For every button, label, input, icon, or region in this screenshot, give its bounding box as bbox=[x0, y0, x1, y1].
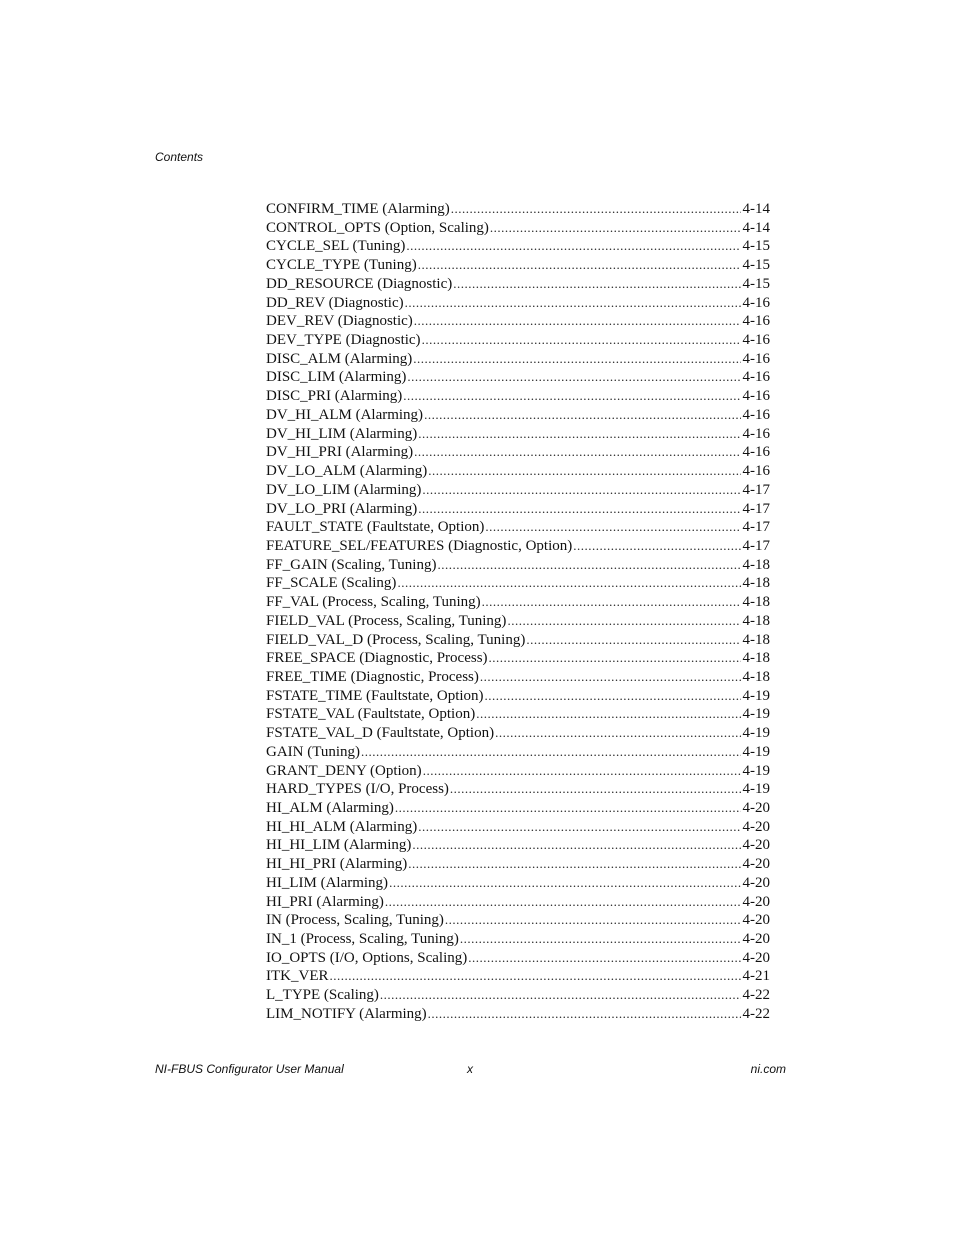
toc-dot-leader bbox=[495, 724, 740, 743]
toc-entry-title: FAULT_STATE (Faultstate, Option) bbox=[266, 519, 485, 536]
toc-entry-page: 4-15 bbox=[742, 257, 770, 274]
toc-entry-page: 4-22 bbox=[742, 987, 770, 1004]
toc-entry bbox=[266, 537, 770, 556]
toc-entry-page: 4-16 bbox=[742, 350, 770, 367]
toc-entry bbox=[266, 462, 770, 481]
toc-entry-title: GRANT_DENY (Option) bbox=[266, 762, 422, 779]
toc-dot-leader bbox=[361, 743, 740, 762]
toc-entry bbox=[266, 350, 770, 369]
toc-entry-title: FF_SCALE (Scaling) bbox=[266, 575, 397, 592]
toc-entry-page: 4-18 bbox=[742, 556, 770, 573]
toc-dot-leader bbox=[407, 368, 740, 387]
toc-dot-leader bbox=[450, 780, 741, 799]
toc-entry-page: 4-14 bbox=[742, 201, 770, 217]
toc-dot-leader bbox=[389, 874, 740, 893]
toc-entry-title: FIELD_VAL (Process, Scaling, Tuning) bbox=[266, 612, 507, 629]
toc-dot-leader bbox=[414, 312, 741, 331]
toc-dot-leader bbox=[418, 500, 740, 519]
toc-entry-title: FEATURE_SEL/FEATURES (Diagnostic, Option) bbox=[266, 537, 573, 554]
toc-entry-title: DISC_ALM (Alarming) bbox=[266, 350, 413, 367]
toc-entry bbox=[266, 200, 770, 219]
toc-entry-title: FSTATE_VAL_D (Faultstate, Option) bbox=[266, 725, 495, 742]
toc-entry bbox=[266, 556, 770, 575]
toc-entry-page: 4-16 bbox=[742, 294, 770, 311]
toc-entry bbox=[266, 574, 770, 593]
toc-entry bbox=[266, 967, 770, 986]
toc-entry-page: 4-20 bbox=[742, 912, 770, 929]
toc-entry-page: 4-16 bbox=[742, 369, 770, 386]
toc-entry-title: HI_HI_ALM (Alarming) bbox=[266, 818, 418, 835]
toc-entry bbox=[266, 743, 770, 762]
toc-entry bbox=[266, 237, 770, 256]
toc-entry-title: DV_LO_LIM (Alarming) bbox=[266, 481, 422, 498]
toc-dot-leader bbox=[422, 331, 741, 350]
toc-dot-leader bbox=[423, 762, 741, 781]
toc-dot-leader bbox=[408, 855, 740, 874]
toc-entry-page: 4-15 bbox=[742, 238, 770, 255]
toc-entry-title: DISC_PRI (Alarming) bbox=[266, 388, 403, 405]
toc-entry-page: 4-16 bbox=[742, 406, 770, 423]
toc-entry-title: HI_HI_PRI (Alarming) bbox=[266, 856, 408, 873]
toc-entry-title: DISC_LIM (Alarming) bbox=[266, 369, 407, 386]
toc-entry bbox=[266, 593, 770, 612]
toc-entry-page: 4-18 bbox=[742, 594, 770, 611]
toc-entry bbox=[266, 219, 770, 238]
toc-entry bbox=[266, 612, 770, 631]
toc-entry-page: 4-18 bbox=[742, 575, 770, 592]
toc-entry-page: 4-19 bbox=[742, 743, 770, 760]
toc-dot-leader bbox=[451, 200, 741, 219]
toc-entry bbox=[266, 649, 770, 668]
toc-entry bbox=[266, 818, 770, 837]
toc-entry-page: 4-19 bbox=[742, 781, 770, 798]
toc-dot-leader bbox=[385, 893, 741, 912]
toc-entry-title: LIM_NOTIFY (Alarming) bbox=[266, 1005, 427, 1022]
toc-entry bbox=[266, 443, 770, 462]
toc-entry bbox=[266, 500, 770, 519]
toc-entry-page: 4-20 bbox=[742, 800, 770, 816]
toc-entry bbox=[266, 836, 770, 855]
toc-dot-leader bbox=[406, 237, 740, 256]
toc-entry-page: 4-14 bbox=[742, 219, 770, 236]
toc-entry bbox=[266, 275, 770, 294]
toc-dot-leader bbox=[330, 967, 741, 986]
toc-dot-leader bbox=[507, 612, 740, 631]
toc-entry-title: DV_HI_LIM (Alarming) bbox=[266, 425, 418, 442]
toc-entry-page: 4-20 bbox=[742, 949, 770, 966]
toc-entry bbox=[266, 930, 770, 949]
toc-entry-title: FF_GAIN (Scaling, Tuning) bbox=[266, 556, 437, 573]
toc-entry bbox=[266, 331, 770, 350]
toc-entry-title: IN_1 (Process, Scaling, Tuning) bbox=[266, 931, 459, 948]
toc-entry-page: 4-20 bbox=[742, 856, 770, 873]
toc-entry bbox=[266, 687, 770, 706]
toc-entry-page: 4-20 bbox=[742, 931, 770, 948]
toc-entry bbox=[266, 1005, 770, 1024]
toc-entry-page: 4-16 bbox=[742, 463, 770, 480]
toc-dot-leader bbox=[453, 275, 740, 294]
toc-entry-page: 4-16 bbox=[742, 444, 770, 461]
toc-dot-leader bbox=[413, 350, 740, 369]
toc-entry-title: DEV_TYPE (Diagnostic) bbox=[266, 332, 421, 349]
toc-entry-title: FSTATE_TIME (Faultstate, Option) bbox=[266, 687, 484, 704]
toc-entry-page: 4-18 bbox=[742, 612, 770, 629]
toc-dot-leader bbox=[414, 443, 740, 462]
toc-entry-page: 4-20 bbox=[742, 893, 770, 910]
toc-dot-leader bbox=[412, 836, 740, 855]
toc-dot-leader bbox=[485, 518, 740, 537]
toc-entry bbox=[266, 911, 770, 930]
toc-entry bbox=[266, 874, 770, 893]
toc-dot-leader bbox=[489, 649, 741, 668]
toc-entry bbox=[266, 256, 770, 275]
toc-dot-leader bbox=[380, 986, 741, 1005]
toc-dot-leader bbox=[573, 537, 740, 556]
toc-dot-leader bbox=[405, 294, 741, 313]
toc-entry bbox=[266, 893, 770, 912]
toc-dot-leader bbox=[428, 462, 740, 481]
toc-entry-title: CYCLE_TYPE (Tuning) bbox=[266, 257, 417, 274]
toc-entry bbox=[266, 312, 770, 331]
toc-entry-page: 4-16 bbox=[742, 388, 770, 405]
toc-entry bbox=[266, 481, 770, 500]
toc-dot-leader bbox=[397, 574, 740, 593]
toc-entry bbox=[266, 986, 770, 1005]
toc-dot-leader bbox=[418, 425, 740, 444]
toc-entry bbox=[266, 949, 770, 968]
toc-entry bbox=[266, 294, 770, 313]
toc-entry-page: 4-16 bbox=[742, 332, 770, 349]
toc-entry bbox=[266, 406, 770, 425]
toc-entry bbox=[266, 668, 770, 687]
toc-dot-leader bbox=[437, 556, 740, 575]
toc-entry-page: 4-19 bbox=[742, 687, 770, 704]
toc-dot-leader bbox=[418, 818, 740, 837]
toc-entry-page: 4-17 bbox=[742, 500, 770, 517]
footer-page-number: x bbox=[467, 1062, 473, 1076]
toc-dot-leader bbox=[476, 705, 740, 724]
toc-entry-page: 4-18 bbox=[742, 668, 770, 685]
toc-entry bbox=[266, 387, 770, 406]
toc-entry bbox=[266, 855, 770, 874]
toc-entry-title: HI_ALM (Alarming) bbox=[266, 800, 394, 816]
toc-entry-title: DV_HI_PRI (Alarming) bbox=[266, 444, 414, 461]
toc-entry-title: CONTROL_OPTS (Option, Scaling) bbox=[266, 219, 489, 236]
toc-entry bbox=[266, 368, 770, 387]
toc-entry-title: CONFIRM_TIME (Alarming) bbox=[266, 201, 450, 217]
running-header: Contents bbox=[155, 150, 204, 164]
toc-entry-title: HI_LIM (Alarming) bbox=[266, 874, 389, 891]
toc-dot-leader bbox=[480, 668, 741, 687]
toc-entry-title: GAIN (Tuning) bbox=[266, 743, 361, 760]
toc-entry-title: CYCLE_SEL (Tuning) bbox=[266, 238, 406, 255]
toc-dot-leader bbox=[445, 911, 741, 930]
toc-entry bbox=[266, 631, 770, 650]
toc-dot-leader bbox=[482, 593, 741, 612]
footer-manual-title: NI-FBUS Configurator User Manual bbox=[155, 1062, 344, 1076]
toc-dot-leader bbox=[468, 949, 740, 968]
footer-website: ni.com bbox=[750, 1062, 786, 1076]
toc-entry-title: FREE_TIME (Diagnostic, Process) bbox=[266, 668, 479, 685]
toc-entry-page: 4-20 bbox=[742, 818, 770, 835]
toc-entry-title: ITK_VER bbox=[266, 968, 329, 985]
toc-entry bbox=[266, 705, 770, 724]
toc-entry-page: 4-17 bbox=[742, 481, 770, 498]
toc-entry bbox=[266, 518, 770, 537]
toc-entry-page: 4-15 bbox=[742, 275, 770, 292]
table-of-contents bbox=[266, 200, 770, 1024]
toc-dot-leader bbox=[424, 406, 740, 425]
toc-entry-title: DV_HI_ALM (Alarming) bbox=[266, 406, 424, 423]
toc-entry-title: IN (Process, Scaling, Tuning) bbox=[266, 912, 444, 929]
toc-entry-title: FIELD_VAL_D (Process, Scaling, Tuning) bbox=[266, 631, 526, 648]
toc-entry-title: FF_VAL (Process, Scaling, Tuning) bbox=[266, 594, 481, 611]
toc-dot-leader bbox=[418, 256, 741, 275]
toc-entry bbox=[266, 799, 770, 818]
toc-entry-title: DD_REV (Diagnostic) bbox=[266, 294, 404, 311]
toc-entry-title: FSTATE_VAL (Faultstate, Option) bbox=[266, 706, 476, 723]
toc-dot-leader bbox=[526, 631, 740, 650]
toc-entry-title: DD_RESOURCE (Diagnostic) bbox=[266, 275, 453, 292]
toc-dot-leader bbox=[490, 219, 741, 238]
toc-entry-page: 4-21 bbox=[742, 968, 770, 985]
toc-entry-title: HI_PRI (Alarming) bbox=[266, 893, 384, 910]
toc-entry-title: HI_HI_LIM (Alarming) bbox=[266, 837, 412, 854]
toc-dot-leader bbox=[485, 687, 741, 706]
toc-entry-page: 4-16 bbox=[742, 425, 770, 442]
toc-entry-page: 4-19 bbox=[742, 725, 770, 742]
toc-entry-page: 4-20 bbox=[742, 874, 770, 891]
toc-entry-page: 4-18 bbox=[742, 631, 770, 648]
toc-dot-leader bbox=[428, 1005, 741, 1024]
toc-dot-leader bbox=[422, 481, 740, 500]
toc-entry bbox=[266, 762, 770, 781]
toc-dot-leader bbox=[460, 930, 741, 949]
toc-entry-page: 4-20 bbox=[742, 837, 770, 854]
toc-entry-title: HARD_TYPES (I/O, Process) bbox=[266, 781, 449, 798]
toc-entry-page: 4-18 bbox=[742, 650, 770, 667]
toc-entry-title: DV_LO_ALM (Alarming) bbox=[266, 463, 428, 480]
toc-entry-title: IO_OPTS (I/O, Options, Scaling) bbox=[266, 949, 468, 966]
toc-entry-title: DV_LO_PRI (Alarming) bbox=[266, 500, 418, 517]
toc-entry-title: FREE_SPACE (Diagnostic, Process) bbox=[266, 650, 488, 667]
toc-entry-title: L_TYPE (Scaling) bbox=[266, 987, 379, 1004]
toc-entry bbox=[266, 780, 770, 799]
toc-entry-page: 4-17 bbox=[742, 519, 770, 536]
toc-entry-page: 4-19 bbox=[742, 762, 770, 779]
toc-dot-leader bbox=[395, 799, 741, 818]
toc-entry bbox=[266, 425, 770, 444]
toc-entry-page: 4-22 bbox=[742, 1005, 770, 1022]
toc-entry-page: 4-19 bbox=[742, 706, 770, 723]
toc-dot-leader bbox=[403, 387, 740, 406]
toc-entry-page: 4-17 bbox=[742, 537, 770, 554]
toc-entry bbox=[266, 724, 770, 743]
toc-entry-title: DEV_REV (Diagnostic) bbox=[266, 313, 413, 330]
toc-entry-page: 4-16 bbox=[742, 313, 770, 330]
